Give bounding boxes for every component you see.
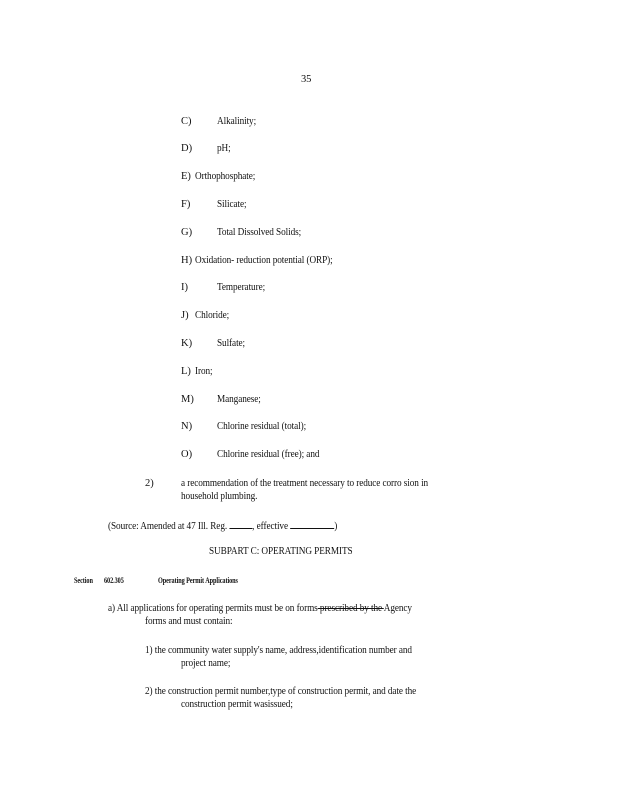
paragraph-a-text-end: Agency: [383, 603, 412, 614]
source-suffix: ): [334, 521, 338, 532]
list-item-label: J): [181, 310, 189, 321]
list-item-label: K): [181, 338, 193, 349]
list-item-text: Chloride;: [195, 310, 230, 321]
list-item-label: D): [181, 143, 193, 154]
deleted-text: prescribed by the: [317, 603, 384, 614]
section-title: Operating Permit Applications: [158, 576, 238, 585]
section-heading: [74, 575, 474, 587]
list-item-label: E): [181, 171, 191, 182]
list-item-text: Chlorine residual (free); and: [217, 449, 320, 460]
list-item-label: M): [181, 394, 194, 405]
source-mid: , effective: [252, 521, 288, 532]
list-item-text: Orthophosphate;: [195, 171, 256, 182]
paragraph-a-text-start: a) All applications for operating permits must be on forms: [108, 603, 318, 614]
list-item-text: Oxidation- reduction potential (ORP);: [195, 255, 333, 266]
source-prefix: (Source: Amended at 47 Ill. Reg.: [108, 521, 228, 532]
sub-item-1-line-2: project name;: [181, 658, 231, 669]
list-item-label: I): [181, 282, 188, 293]
list-item-text: Manganese;: [217, 394, 261, 405]
list-item-text: Chlorine residual (total);: [217, 421, 307, 432]
list-item-text: Iron;: [195, 366, 213, 377]
list-item-label: F): [181, 199, 191, 210]
list-item-text: Total Dissolved Solids;: [217, 227, 302, 238]
list-item-label: H): [181, 255, 193, 266]
list-item-label: N): [181, 421, 193, 432]
list-item-label: L): [181, 366, 191, 377]
sub-item-2-line-1: 2) the construction permit number,type of construction permit, and date the: [145, 686, 417, 697]
source-blank-1: [229, 519, 252, 529]
source-blank-2: [290, 519, 334, 529]
list-item-text: Alkalinity;: [217, 116, 257, 127]
paragraph-a-line-1: [108, 603, 412, 615]
list-item-text: Sulfate;: [217, 338, 246, 349]
source-note: [108, 519, 337, 533]
section-label: Section: [74, 576, 93, 585]
subpart-heading: SUBPART C: OPERATING PERMITS: [209, 546, 353, 557]
sub-item-1-line-1: 1) the community water supply's name, address,identification number and: [145, 645, 412, 656]
section-number: 602.305: [104, 576, 124, 585]
list-item-label: O): [181, 449, 193, 460]
list-item-text: Silicate;: [217, 199, 247, 210]
item-2-line-1: a recommendation of the treatment necessary to reduce corro sion in: [181, 478, 429, 489]
list-item-text: pH;: [217, 143, 231, 154]
paragraph-a-line-2: forms and must contain:: [145, 616, 233, 627]
page-number: 35: [301, 74, 312, 85]
list-item-label: C): [181, 116, 192, 127]
sub-item-2-line-2: construction permit wasissued;: [181, 699, 293, 710]
item-2-label: 2): [145, 478, 154, 489]
item-2-line-2: household plumbing.: [181, 491, 258, 502]
list-item-text: Temperature;: [217, 282, 266, 293]
list-item-label: G): [181, 227, 193, 238]
